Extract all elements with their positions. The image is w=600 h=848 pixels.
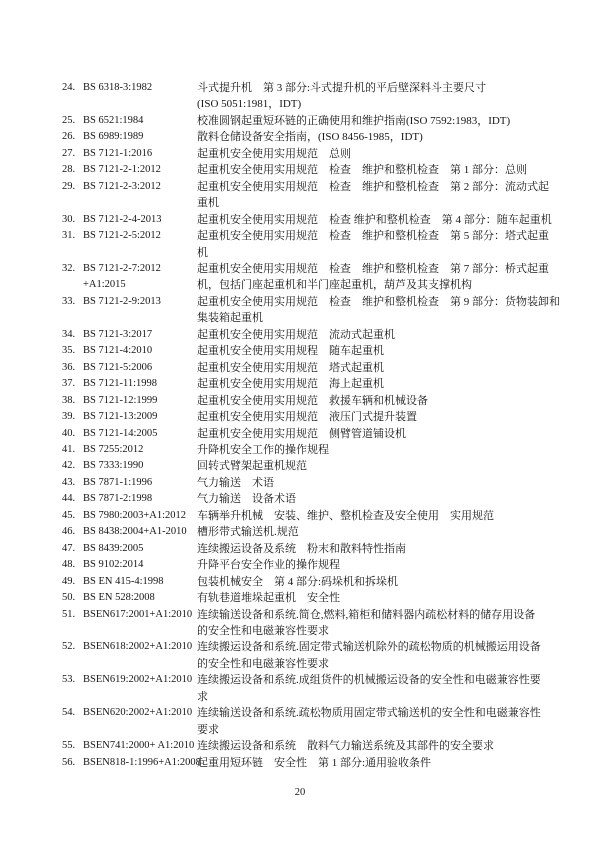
standard-code: BS 7121-2-1:2012 xyxy=(83,164,161,176)
standard-title-cell xyxy=(197,261,549,294)
standard-entry xyxy=(0,557,600,573)
entry-number: 45. xyxy=(62,509,76,521)
entry-number-cell xyxy=(62,491,83,507)
standard-code-cell xyxy=(83,327,197,343)
entry-number-cell xyxy=(62,639,83,672)
standard-title: 包装机械安全 第 4 部分:码垛机和拆垛机 xyxy=(197,575,399,588)
entry-number-cell xyxy=(62,343,83,359)
standard-title: 连续输送设备和系统.简仓,燃料,箱柜和储料器内疏松材料的储存用设备 xyxy=(197,608,536,621)
entry-number-cell xyxy=(62,524,83,540)
standard-code: BS 7121-2-3:2012 xyxy=(83,180,161,192)
standard-title: 起重机安全使用实用规程 随车起重机 xyxy=(197,345,384,358)
standard-code-cell xyxy=(83,162,197,178)
standard-code-cell xyxy=(83,212,197,228)
standard-title: 起重机安全使用实用规范 检查 维护和整机检查 第 7 部分：桥式起重 xyxy=(197,262,549,275)
standard-code: BSEN741:2000+ A1:2010 xyxy=(83,740,195,752)
standard-code-cell xyxy=(83,738,197,754)
standard-title-cell xyxy=(197,475,542,491)
entry-number: 33. xyxy=(62,295,76,307)
entry-number: 32. xyxy=(62,262,76,274)
entry-number-cell xyxy=(62,393,83,409)
standard-title: 起重机安全使用实用规范 检查 维护和整机检查 第 9 部分：货物装卸和 xyxy=(197,295,560,308)
standard-entry xyxy=(0,409,600,425)
entry-number: 49. xyxy=(62,575,76,587)
standard-entry xyxy=(0,80,600,113)
standard-entry xyxy=(0,360,600,376)
entry-number: 47. xyxy=(62,542,76,554)
standard-title-cell xyxy=(197,442,542,458)
standard-title: 求 xyxy=(197,690,208,703)
entry-number-cell xyxy=(62,261,83,294)
standard-code-cell xyxy=(83,179,197,212)
standard-title: (ISO 5051:1981，IDT) xyxy=(197,98,302,111)
entry-number: 31. xyxy=(62,230,76,242)
entry-number-cell xyxy=(62,541,83,557)
entry-number: 24. xyxy=(62,82,76,93)
standard-title-cell xyxy=(197,557,542,573)
standard-title: 连续搬运设备及系统 粉末和散料特性指南 xyxy=(197,542,406,555)
standard-title: 连续输送设备和系统.疏松物质用固定带式输送机的安全性和电磁兼容性 xyxy=(197,707,541,720)
standard-title-cell xyxy=(197,343,542,359)
standard-code: BS EN 415-4:1998 xyxy=(83,575,164,587)
standard-code: BS 7871-1:1996 xyxy=(83,476,153,488)
entry-number: 56. xyxy=(62,756,76,768)
standard-title: 升降平台安全作业的操作规程 xyxy=(197,559,340,572)
standard-entry xyxy=(0,508,600,524)
standard-code-cell xyxy=(83,524,197,540)
standard-code: BS 9102:2014 xyxy=(83,559,144,571)
standard-entry xyxy=(0,475,600,491)
entry-number-cell xyxy=(62,327,83,343)
standard-code: BS 7121-14:2005 xyxy=(83,427,158,439)
entry-number: 53. xyxy=(62,674,76,686)
standard-entry xyxy=(0,442,600,458)
standard-title: 机 xyxy=(197,246,208,259)
standard-title: 起重机安全使用实用规范 检查 维护和整机检查 第 5 部分：塔式起重 xyxy=(197,230,549,243)
standard-code-cell xyxy=(83,409,197,425)
standard-code-cell xyxy=(83,393,197,409)
standard-title-cell xyxy=(197,541,542,557)
standard-code-cell xyxy=(83,541,197,557)
standard-title: 起重机安全使用实用规范 流动式起重机 xyxy=(197,328,395,341)
standard-code-cell xyxy=(83,458,197,474)
entry-number-cell xyxy=(62,607,83,640)
standard-title: 连续搬运设备和系统.成组货件的机械搬运设备的安全性和电磁兼容性要 xyxy=(197,674,541,687)
standard-code: BS 7121-11:1998 xyxy=(83,378,157,390)
entry-number: 44. xyxy=(62,493,76,505)
entry-number: 51. xyxy=(62,608,76,620)
entry-number: 36. xyxy=(62,361,76,373)
entry-number-cell xyxy=(62,442,83,458)
standard-title-cell xyxy=(197,607,542,640)
standard-entry xyxy=(0,129,600,145)
standard-code-cell xyxy=(83,129,197,145)
standard-title-cell xyxy=(197,146,542,162)
standard-code: BS 7121-2-7:2012 xyxy=(83,262,161,274)
standard-code-cell xyxy=(83,607,197,640)
entry-number: 42. xyxy=(62,460,76,472)
standard-code: BSEN617:2001+A1:2010 xyxy=(83,608,193,620)
entry-number: 28. xyxy=(62,164,76,176)
standard-code: BS 7121-2-9:2013 xyxy=(83,295,161,307)
standard-title: 槽形带式输送机.规范 xyxy=(197,526,299,539)
standard-code: BS 7980:2003+A1:2012 xyxy=(83,509,187,521)
standard-title: 起重机安全使用实用规范 液压门式提升装置 xyxy=(197,411,417,424)
entry-number: 39. xyxy=(62,411,76,423)
standard-code-cell xyxy=(83,343,197,359)
entry-number: 26. xyxy=(62,131,76,143)
standard-code: BS 7333:1990 xyxy=(83,460,144,472)
standard-code-cell xyxy=(83,491,197,507)
entry-number-cell xyxy=(62,705,83,738)
standard-title-cell xyxy=(197,639,542,672)
standard-code: BS 6989:1989 xyxy=(83,131,144,143)
standard-entry xyxy=(0,294,600,327)
standard-code-cell xyxy=(83,146,197,162)
entry-number-cell xyxy=(62,294,83,327)
standard-entry xyxy=(0,755,600,771)
standard-title: 起重机安全使用实用规范 塔式起重机 xyxy=(197,361,384,374)
entry-number: 41. xyxy=(62,443,76,455)
entry-number-cell xyxy=(62,458,83,474)
entry-number-cell xyxy=(62,146,83,162)
standard-code: BS 7121-2-4-2013 xyxy=(83,213,162,225)
page-number: 20 xyxy=(294,787,306,798)
entry-number-cell xyxy=(62,129,83,145)
standard-code: +A1:2015 xyxy=(83,279,126,291)
standard-entry xyxy=(0,541,600,557)
standard-title: 车辆举升机械 安装、维护、整机检查及安全使用 实用规范 xyxy=(197,509,494,522)
standard-code: BS 8438:2004+A1-2010 xyxy=(83,526,187,538)
standard-title-cell xyxy=(197,426,542,442)
entry-number: 52. xyxy=(62,641,76,653)
standard-title: 起重用短环链 安全性 第 1 部分:通用验收条件 xyxy=(197,756,432,769)
standard-entry xyxy=(0,607,600,640)
standard-title-cell xyxy=(197,755,542,771)
entry-number-cell xyxy=(62,80,83,113)
entry-number-cell xyxy=(62,574,83,590)
standard-title-cell xyxy=(197,228,549,261)
standard-entry xyxy=(0,705,600,738)
standard-title-cell xyxy=(197,162,542,178)
standard-title: 连续搬运设备和系统.固定带式输送机除外的疏松物质的机械搬运用设备 xyxy=(197,641,541,654)
standard-title: 校准圆钢起重短环链的正确使用和维护指南(ISO 7592:1983，IDT) xyxy=(197,114,511,127)
standard-code: BS 7121-12:1999 xyxy=(83,394,158,406)
standard-code-cell xyxy=(83,639,197,672)
standard-entry xyxy=(0,738,600,754)
standard-entry xyxy=(0,146,600,162)
standard-entry xyxy=(0,228,600,261)
standard-title-cell xyxy=(197,327,542,343)
entry-number-cell xyxy=(62,409,83,425)
standard-title: 起重机安全使用实用规范 侧臂管道铺设机 xyxy=(197,427,406,440)
standard-code: BSEN619:2002+A1:2010 xyxy=(83,674,193,686)
standard-title: 机，包括门座起重机和半门座起重机，葫芦及其支撑机构 xyxy=(197,279,472,292)
standard-code: BS 7121-1:2016 xyxy=(83,147,153,159)
standard-code-cell xyxy=(83,508,197,524)
standard-code-cell xyxy=(83,442,197,458)
standard-entry xyxy=(0,672,600,705)
standard-title: 连续搬运设备和系统 散料气力输送系统及其部件的安全要求 xyxy=(197,740,494,753)
entry-number-cell xyxy=(62,179,83,212)
entry-number: 55. xyxy=(62,740,76,752)
standard-title: 斗式提升机 第 3 部分:斗式提升机的平后壁深料斗主要尺寸 xyxy=(197,82,487,94)
standard-code-cell xyxy=(83,475,197,491)
standard-entry xyxy=(0,393,600,409)
standard-code: BS 7121-13:2009 xyxy=(83,411,158,423)
standard-entry xyxy=(0,639,600,672)
entry-number: 37. xyxy=(62,378,76,390)
standard-entry xyxy=(0,261,600,294)
standard-entry xyxy=(0,491,600,507)
entry-number: 48. xyxy=(62,559,76,571)
entry-number-cell xyxy=(62,590,83,606)
entry-number-cell xyxy=(62,212,83,228)
standard-entry xyxy=(0,113,600,129)
standard-title-cell xyxy=(197,672,542,705)
standard-title-cell xyxy=(197,393,542,409)
standard-title: 重机 xyxy=(197,197,219,210)
standard-code: BSEN620:2002+A1:2010 xyxy=(83,707,193,719)
standard-title-cell xyxy=(197,294,560,327)
standard-title-cell xyxy=(197,524,542,540)
standard-title-cell xyxy=(197,590,542,606)
standard-entry xyxy=(0,524,600,540)
entry-number: 54. xyxy=(62,707,76,719)
entry-number-cell xyxy=(62,475,83,491)
standard-title-cell xyxy=(197,129,542,145)
standard-title: 起重机安全使用实用规范 检查 维护和整机检查 第 4 部分：随车起重机 xyxy=(197,213,552,226)
entry-number-cell xyxy=(62,162,83,178)
standard-code: BS 7121-5:2006 xyxy=(83,361,153,373)
standard-title-cell xyxy=(197,113,542,129)
standard-code: BS 7121-3:2017 xyxy=(83,328,153,340)
standard-code-cell xyxy=(83,590,197,606)
standard-title: 要求 xyxy=(197,723,219,736)
entry-number-cell xyxy=(62,228,83,261)
standard-code-cell xyxy=(83,557,197,573)
standard-entry xyxy=(0,590,600,606)
standard-entry xyxy=(0,212,600,228)
standard-code-cell xyxy=(83,113,197,129)
entry-number-cell xyxy=(62,360,83,376)
standard-entry xyxy=(0,376,600,392)
standard-entry xyxy=(0,343,600,359)
standard-code-cell xyxy=(83,360,197,376)
entry-number: 43. xyxy=(62,476,76,488)
standard-title-cell xyxy=(197,179,549,212)
entry-number: 46. xyxy=(62,526,76,538)
standard-title-cell xyxy=(197,738,542,754)
standard-code: BS 8439:2005 xyxy=(83,542,144,554)
standards-list xyxy=(0,80,600,771)
standard-code-cell xyxy=(83,672,197,705)
entry-number-cell xyxy=(62,376,83,392)
standard-title: 起重机安全使用实用规范 检查 维护和整机检查 第 2 部分：流动式起 xyxy=(197,180,549,193)
standard-title-cell xyxy=(197,574,542,590)
standard-title-cell xyxy=(197,508,542,524)
standard-entry xyxy=(0,426,600,442)
standard-title: 气力输送 设备术语 xyxy=(197,493,296,506)
standard-title: 散料仓储设备安全指南，(ISO 8456-1985，IDT) xyxy=(197,131,423,144)
standard-title-cell xyxy=(197,458,542,474)
standard-code: BS 7121-2-5:2012 xyxy=(83,230,161,242)
standard-title-cell xyxy=(197,491,542,507)
entry-number-cell xyxy=(62,426,83,442)
entry-number-cell xyxy=(62,113,83,129)
entry-number: 50. xyxy=(62,592,76,604)
entry-number-cell xyxy=(62,755,83,771)
entry-number: 34. xyxy=(62,328,76,340)
standard-title: 升降机安全工作的操作规程 xyxy=(197,443,329,456)
standard-entry xyxy=(0,162,600,178)
standard-code-cell xyxy=(83,294,197,327)
standard-code-cell xyxy=(83,705,197,738)
entry-number: 35. xyxy=(62,345,76,357)
standard-code-cell xyxy=(83,426,197,442)
standard-code: BS 7121-4:2010 xyxy=(83,345,153,357)
standard-title: 气力输送 术语 xyxy=(197,476,274,489)
standard-code-cell xyxy=(83,261,197,294)
standard-code: BSEN618:2002+A1:2010 xyxy=(83,641,193,653)
standard-title: 有轨巷道堆垛起重机 安全性 xyxy=(197,592,340,605)
entry-number-cell xyxy=(62,557,83,573)
standard-title-cell xyxy=(197,705,542,738)
standard-entry xyxy=(0,458,600,474)
entry-number: 38. xyxy=(62,394,76,406)
standard-title-cell xyxy=(197,376,542,392)
standard-code: BSEN818-1:1996+A1:2008 xyxy=(83,756,201,768)
standard-title: 的安全性和电磁兼容性要求 xyxy=(197,657,329,670)
standard-title-cell xyxy=(197,360,542,376)
standard-code-cell xyxy=(83,376,197,392)
standard-title: 起重机安全使用实用规范 海上起重机 xyxy=(197,378,384,391)
standard-entry xyxy=(0,574,600,590)
standard-title: 起重机安全使用实用规范 救援车辆和机械设备 xyxy=(197,394,428,407)
standard-entry xyxy=(0,327,600,343)
entry-number: 25. xyxy=(62,114,76,126)
standard-title-cell xyxy=(197,212,552,228)
standard-title: 的安全性和电磁兼容性要求 xyxy=(197,624,329,637)
standard-code: BS EN 528:2008 xyxy=(83,592,155,604)
standard-code-cell xyxy=(83,574,197,590)
entry-number: 30. xyxy=(62,213,76,225)
entry-number-cell xyxy=(62,738,83,754)
standard-code: BS 6521:1984 xyxy=(83,114,144,126)
standard-title: 回转式臂架起重机规范 xyxy=(197,460,307,473)
standard-code: BS 7871-2:1998 xyxy=(83,493,153,505)
standard-title-cell xyxy=(197,80,542,113)
entry-number-cell xyxy=(62,508,83,524)
standard-title-cell xyxy=(197,409,542,425)
standard-title: 起重机安全使用实用规范 检查 维护和整机检查 第 1 部分：总则 xyxy=(197,164,527,177)
entry-number-cell xyxy=(62,672,83,705)
entry-number: 29. xyxy=(62,180,76,192)
standard-code-cell xyxy=(83,228,197,261)
standard-code-cell xyxy=(83,80,197,113)
standard-code: BS 7255:2012 xyxy=(83,443,144,455)
standard-code-cell xyxy=(83,755,201,771)
entry-number: 27. xyxy=(62,147,76,159)
standard-title: 集装箱起重机 xyxy=(197,312,263,325)
standard-title: 起重机安全使用实用规范 总则 xyxy=(197,147,351,160)
standard-code: BS 6318-3:1982 xyxy=(83,82,153,93)
standard-entry xyxy=(0,179,600,212)
entry-number: 40. xyxy=(62,427,76,439)
